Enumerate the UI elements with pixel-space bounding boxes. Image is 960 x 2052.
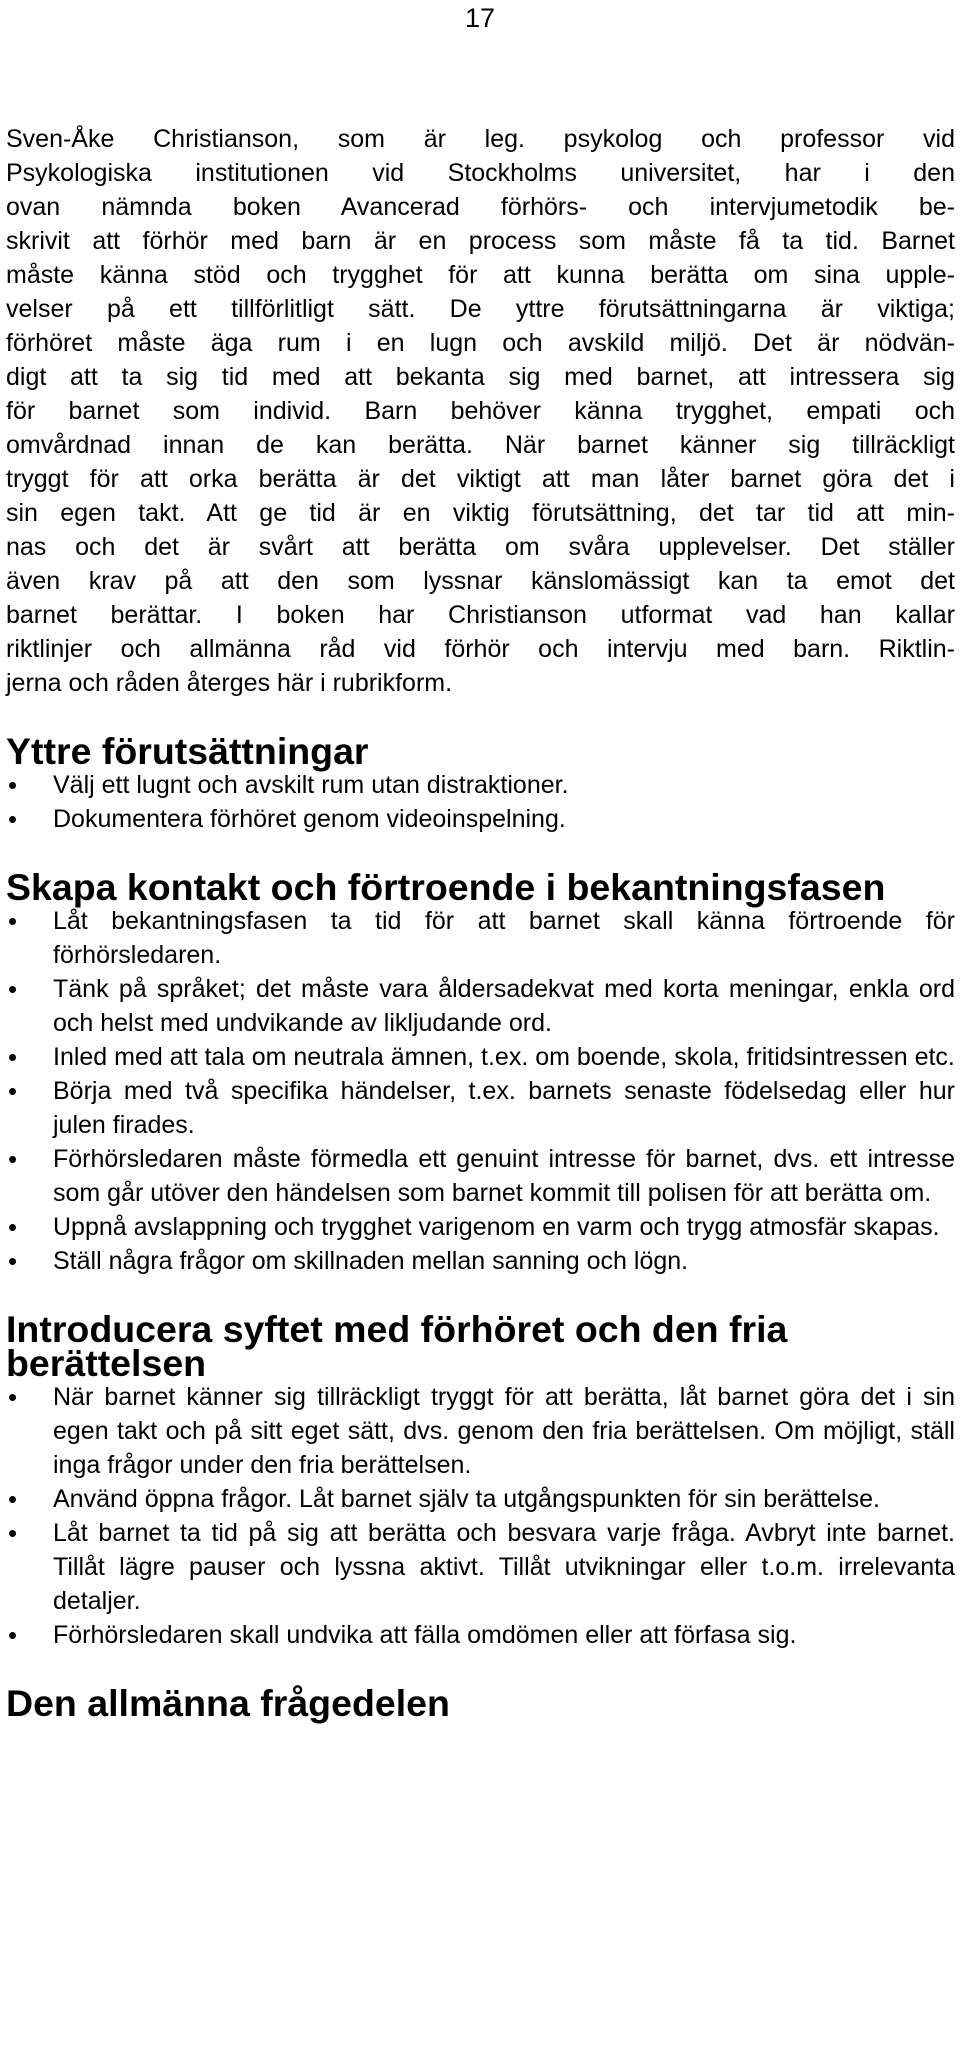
intro-line: nas och det är svårt att berätta om svåra upplevelser. Det ställer bbox=[6, 533, 955, 561]
intro-paragraph bbox=[6, 122, 955, 700]
bullet-list bbox=[6, 1380, 955, 1652]
section-heading: Skapa kontakt och förtroende i bekantningsfasen bbox=[6, 866, 886, 908]
section-skapa-kontakt bbox=[6, 866, 955, 1278]
page-number: 17 bbox=[464, 3, 496, 33]
intro-line: omvårdnad innan de kan berätta. När barnet känner sig tillräckligt bbox=[6, 431, 955, 459]
list-item: • Dokumentera förhöret genom videoinspelning. bbox=[6, 802, 955, 836]
list-item: • Låt barnet ta tid på sig att berätta och besvara varje fråga. Avbryt inte barnet. Tillåt lägre pauser och lyssna aktivt. Tillåt utvikningar eller t.o.m. irrelevanta detaljer. bbox=[6, 1516, 955, 1618]
section-heading: Introducera syftet med förhöret och den fria berättelsen bbox=[6, 1308, 788, 1384]
list-item: • Använd öppna frågor. Låt barnet själv ta utgångspunkten för sin berättelse. bbox=[6, 1482, 955, 1516]
section-introducera-syftet bbox=[6, 1308, 955, 1652]
section-heading: Den allmänna frågedelen bbox=[6, 1682, 450, 1724]
list-item: • Tänk på språket; det måste vara åldersadekvat med korta meningar, enkla ord och helst med undvikande av likljudande ord. bbox=[6, 972, 955, 1040]
intro-line: ovan nämnda boken Avancerad förhörs- och intervjumetodik be- bbox=[6, 193, 955, 221]
list-item: • Inled med att tala om neutrala ämnen, t.ex. om boende, skola, fritidsintressen etc. bbox=[6, 1040, 955, 1074]
intro-line: sin egen takt. Att ge tid är en viktig förutsättning, det tar tid att min- bbox=[6, 499, 955, 527]
intro-line: måste känna stöd och trygghet för att kunna berätta om sina upple- bbox=[6, 261, 955, 289]
list-item: • Förhörsledaren skall undvika att fälla omdömen eller att förfasa sig. bbox=[6, 1618, 955, 1652]
list-item: • Uppnå avslappning och trygghet varigenom en varm och trygg atmosfär skapas. bbox=[6, 1210, 955, 1244]
list-item: • Förhörsledaren måste förmedla ett genuint intresse för barnet, dvs. ett intresse som går utöver den händelsen som barnet kommit till polisen för att berätta om. bbox=[6, 1142, 955, 1210]
bullet-list bbox=[6, 904, 955, 1278]
intro-line: skrivit att förhör med barn är en process som måste få ta tid. Barnet bbox=[6, 227, 955, 255]
intro-line: för barnet som individ. Barn behöver känna trygghet, empati och bbox=[6, 397, 955, 425]
document-body bbox=[6, 122, 955, 1724]
intro-line: velser på ett tillförlitligt sätt. De yttre förutsättningarna är viktiga; bbox=[6, 295, 955, 323]
list-item: • När barnet känner sig tillräckligt tryggt för att berätta, låt barnet göra det i sin egen takt och på sitt eget sätt, dvs. genom den fria berättelsen. Om möjligt, ställ inga frågor under den fria berättelsen. bbox=[6, 1380, 955, 1482]
intro-line: tryggt för att orka berätta är det viktigt att man låter barnet göra det i bbox=[6, 465, 955, 493]
intro-line: Psykologiska institutionen vid Stockholms universitet, har i den bbox=[6, 159, 955, 187]
list-item: • Börja med två specifika händelser, t.ex. barnets senaste födelsedag eller hur julen firades. bbox=[6, 1074, 955, 1142]
section-yttre-forutsattningar bbox=[6, 730, 955, 836]
section-heading: Yttre förutsättningar bbox=[6, 730, 369, 772]
list-item: • Välj ett lugnt och avskilt rum utan distraktioner. bbox=[6, 768, 955, 802]
section-allmanna-fragedelen bbox=[6, 1682, 955, 1724]
intro-line: Sven-Åke Christianson, som är leg. psykolog och professor vid bbox=[6, 125, 955, 153]
intro-line: jerna och råden återges här i rubrikform. bbox=[6, 669, 453, 697]
list-item: • Låt bekantningsfasen ta tid för att barnet skall känna förtroende för förhörsledaren. bbox=[6, 904, 955, 972]
intro-line: även krav på att den som lyssnar känslomässigt kan ta emot det bbox=[6, 567, 955, 595]
intro-line: riktlinjer och allmänna råd vid förhör och intervju med barn. Riktlin- bbox=[6, 635, 955, 663]
list-item: • Ställ några frågor om skillnaden mellan sanning och lögn. bbox=[6, 1244, 955, 1278]
bullet-list bbox=[6, 768, 955, 836]
intro-line: digt att ta sig tid med att bekanta sig med barnet, att intressera sig bbox=[6, 363, 955, 391]
intro-line: barnet berättar. I boken har Christianson utformat vad han kallar bbox=[6, 601, 955, 629]
intro-line: förhöret måste äga rum i en lugn och avskild miljö. Det är nödvän- bbox=[6, 329, 955, 357]
